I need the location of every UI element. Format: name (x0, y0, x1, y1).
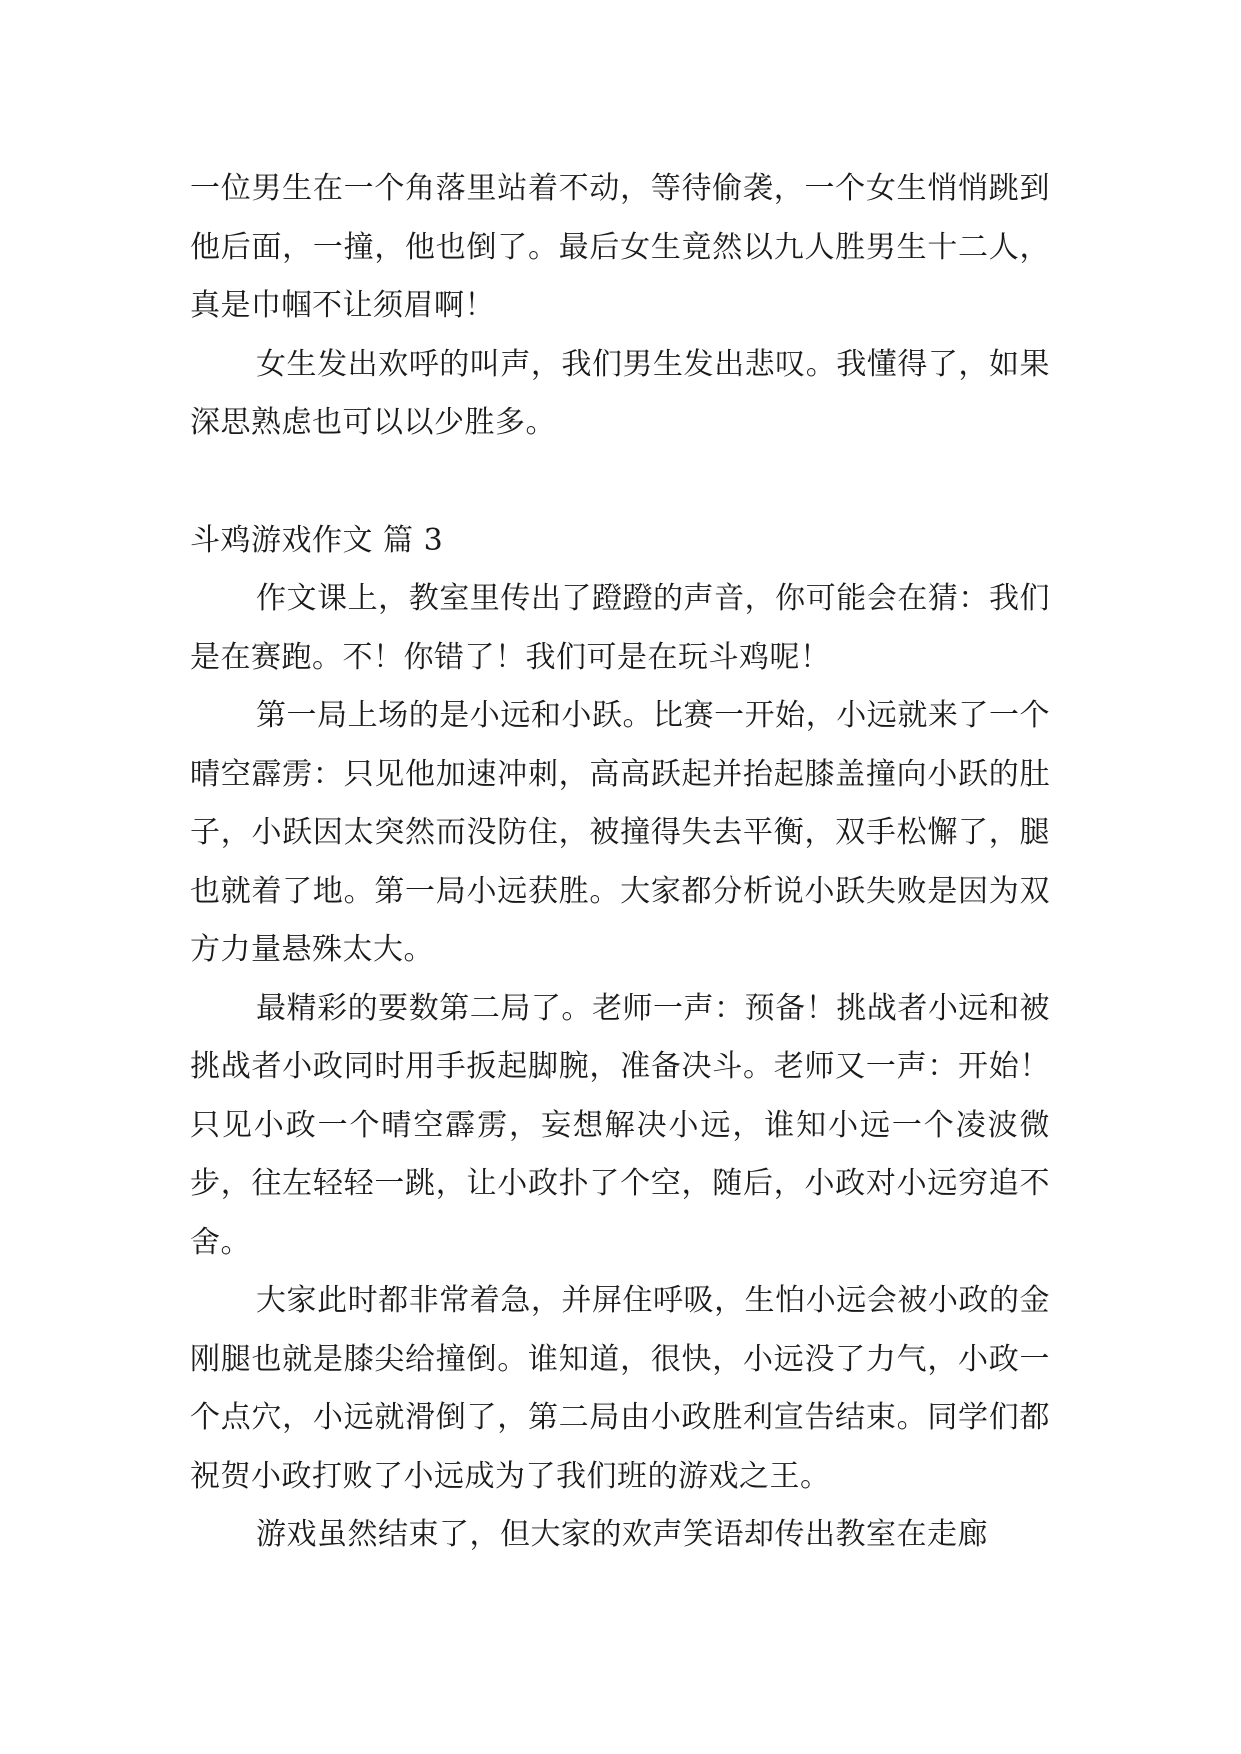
document-body (190, 160, 1050, 1565)
paragraph-2: 女生发出欢呼的叫声，我们男生发出悲叹。我懂得了，如果深思熟虑也可以以少胜多。 (190, 346, 1050, 440)
paragraph-4: 第一局上场的是小远和小跃。比赛一开始，小远就来了一个晴空霹雳：只见他加速冲刺，高高跃起并抬起膝盖撞向小跃的肚子，小跃因太突然而没防住，被撞得失去平衡，双手松懈了，腿也就着了地。第一局小远获胜。大家都分析说小跃失败是因为双方力量悬殊太大。 (190, 698, 1050, 967)
paragraph-7: 游戏虽然结束了，但大家的欢声笑语却传出教室在走廊 (256, 1517, 988, 1552)
section-title: 斗鸡游戏作文 篇 3 (190, 522, 444, 558)
paragraph-1: 一位男生在一个角落里站着不动，等待偷袭，一个女生悄悄跳到他后面，一撞，他也倒了。最后女生竟然以九人胜男生十二人，真是巾帼不让须眉啊！ (190, 171, 1050, 323)
paragraph-3: 作文课上，教室里传出了蹬蹬的声音，你可能会在猜：我们是在赛跑。不！你错了！我们可是在玩斗鸡呢！ (190, 581, 1050, 675)
paragraph-5: 最精彩的要数第二局了。老师一声：预备！挑战者小远和被挑战者小政同时用手扳起脚腕，准备决斗。老师又一声：开始！只见小政一个晴空霹雳，妄想解决小远，谁知小远一个凌波微步，往左轻轻一跳，让小政扑了个空，随后，小政对小远穷追不舍。 (190, 990, 1050, 1260)
paragraph-6: 大家此时都非常着急，并屏住呼吸，生怕小远会被小政的金刚腿也就是膝尖给撞倒。谁知道，很快，小远没了力气，小政一个点穴，小远就滑倒了，第二局由小政胜利宣告结束。同学们都祝贺小政打败了小远成为了我们班的游戏之王。 (190, 1283, 1050, 1494)
